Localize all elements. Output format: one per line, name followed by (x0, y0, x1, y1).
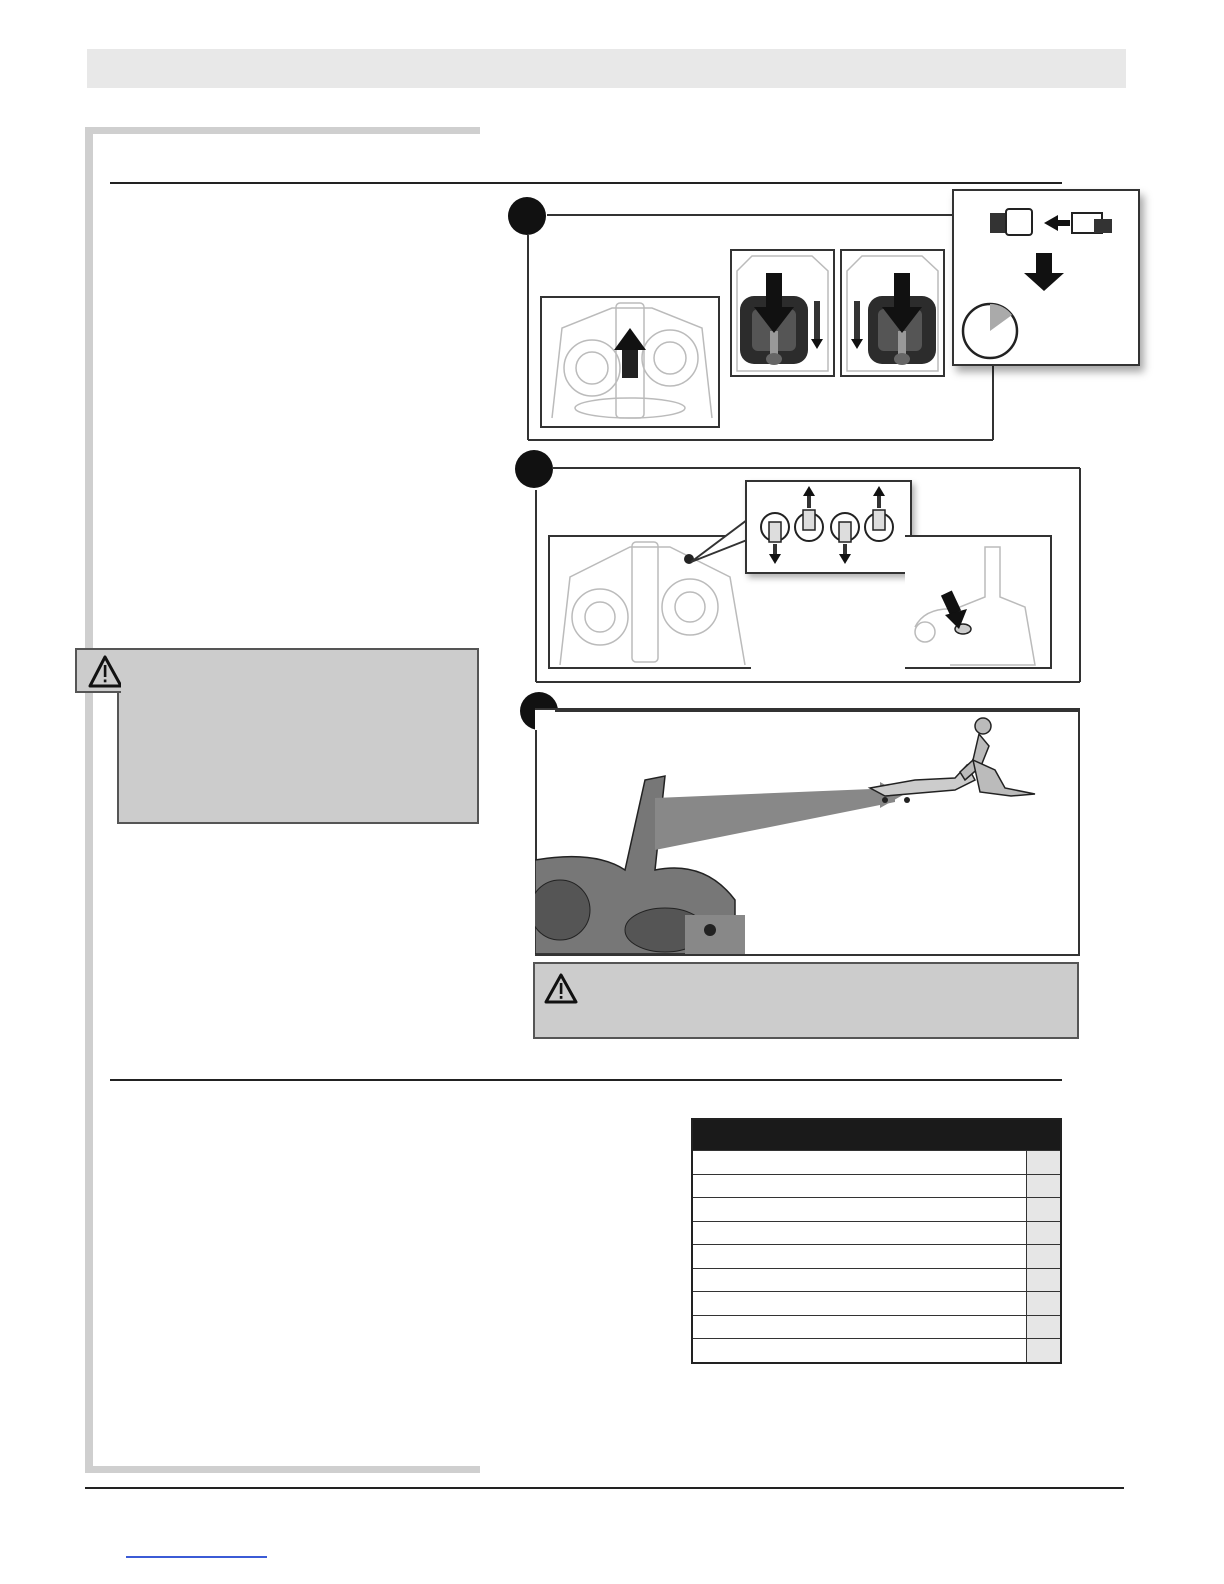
checklist-row (693, 1174, 1060, 1198)
range-beam (655, 782, 903, 850)
section-divider-middle (110, 1079, 1062, 1081)
page-header-bar (87, 49, 1126, 88)
throttle-low-right-illustration (840, 249, 945, 377)
footer-link[interactable] (126, 1556, 267, 1558)
checklist-checkbox[interactable] (1026, 1339, 1060, 1362)
warning-triangle-icon (77, 650, 121, 691)
range-check-illustration (535, 708, 1080, 956)
warning-box-bottom (533, 962, 1079, 1039)
checklist-checkbox[interactable] (1026, 1245, 1060, 1268)
checklist-row (693, 1197, 1060, 1221)
switch-up-icon (795, 486, 823, 541)
battery-connect-callout (952, 189, 1140, 366)
warning-tab (75, 648, 121, 693)
checklist-table (691, 1118, 1062, 1364)
switch-down-icon (831, 513, 859, 564)
sidebar-bracket-top (85, 127, 480, 134)
aircraft-icon (870, 765, 975, 803)
battery-connector-icon (990, 209, 1112, 235)
checklist-row (693, 1221, 1060, 1245)
switch-up-icon (865, 486, 893, 541)
section-divider-top (110, 182, 1062, 184)
clock-icon (963, 304, 1017, 358)
checklist-checkbox[interactable] (1026, 1269, 1060, 1292)
checklist-checkbox[interactable] (1026, 1151, 1060, 1174)
warning-triangle-icon (543, 972, 583, 1008)
checklist-checkbox[interactable] (1026, 1175, 1060, 1198)
person-kneeling-icon (960, 718, 1035, 796)
warning-box-left (117, 648, 479, 824)
footer-divider (85, 1487, 1124, 1489)
checklist-checkbox[interactable] (1026, 1198, 1060, 1221)
checklist-checkbox[interactable] (1026, 1292, 1060, 1315)
checklist-row (693, 1315, 1060, 1339)
checklist-row (693, 1268, 1060, 1292)
arrow-down-icon (1024, 253, 1064, 291)
sidebar-bracket-vertical (85, 127, 93, 1473)
switch-down-icon (761, 513, 789, 564)
checklist-row (693, 1150, 1060, 1174)
checklist-header (693, 1120, 1060, 1150)
power-up-arrow-icon (614, 328, 646, 378)
bind-button-illustration (905, 535, 1052, 669)
sidebar-bracket-bottom (85, 1466, 480, 1473)
checklist-checkbox[interactable] (1026, 1222, 1060, 1245)
throttle-low-left-illustration (730, 249, 835, 377)
checklist-row (693, 1291, 1060, 1315)
checklist-checkbox[interactable] (1026, 1316, 1060, 1339)
switch-positions-callout (745, 480, 912, 574)
checklist-row (693, 1244, 1060, 1268)
transmitter-power-switch-illustration (540, 296, 720, 428)
checklist-row (693, 1338, 1060, 1362)
